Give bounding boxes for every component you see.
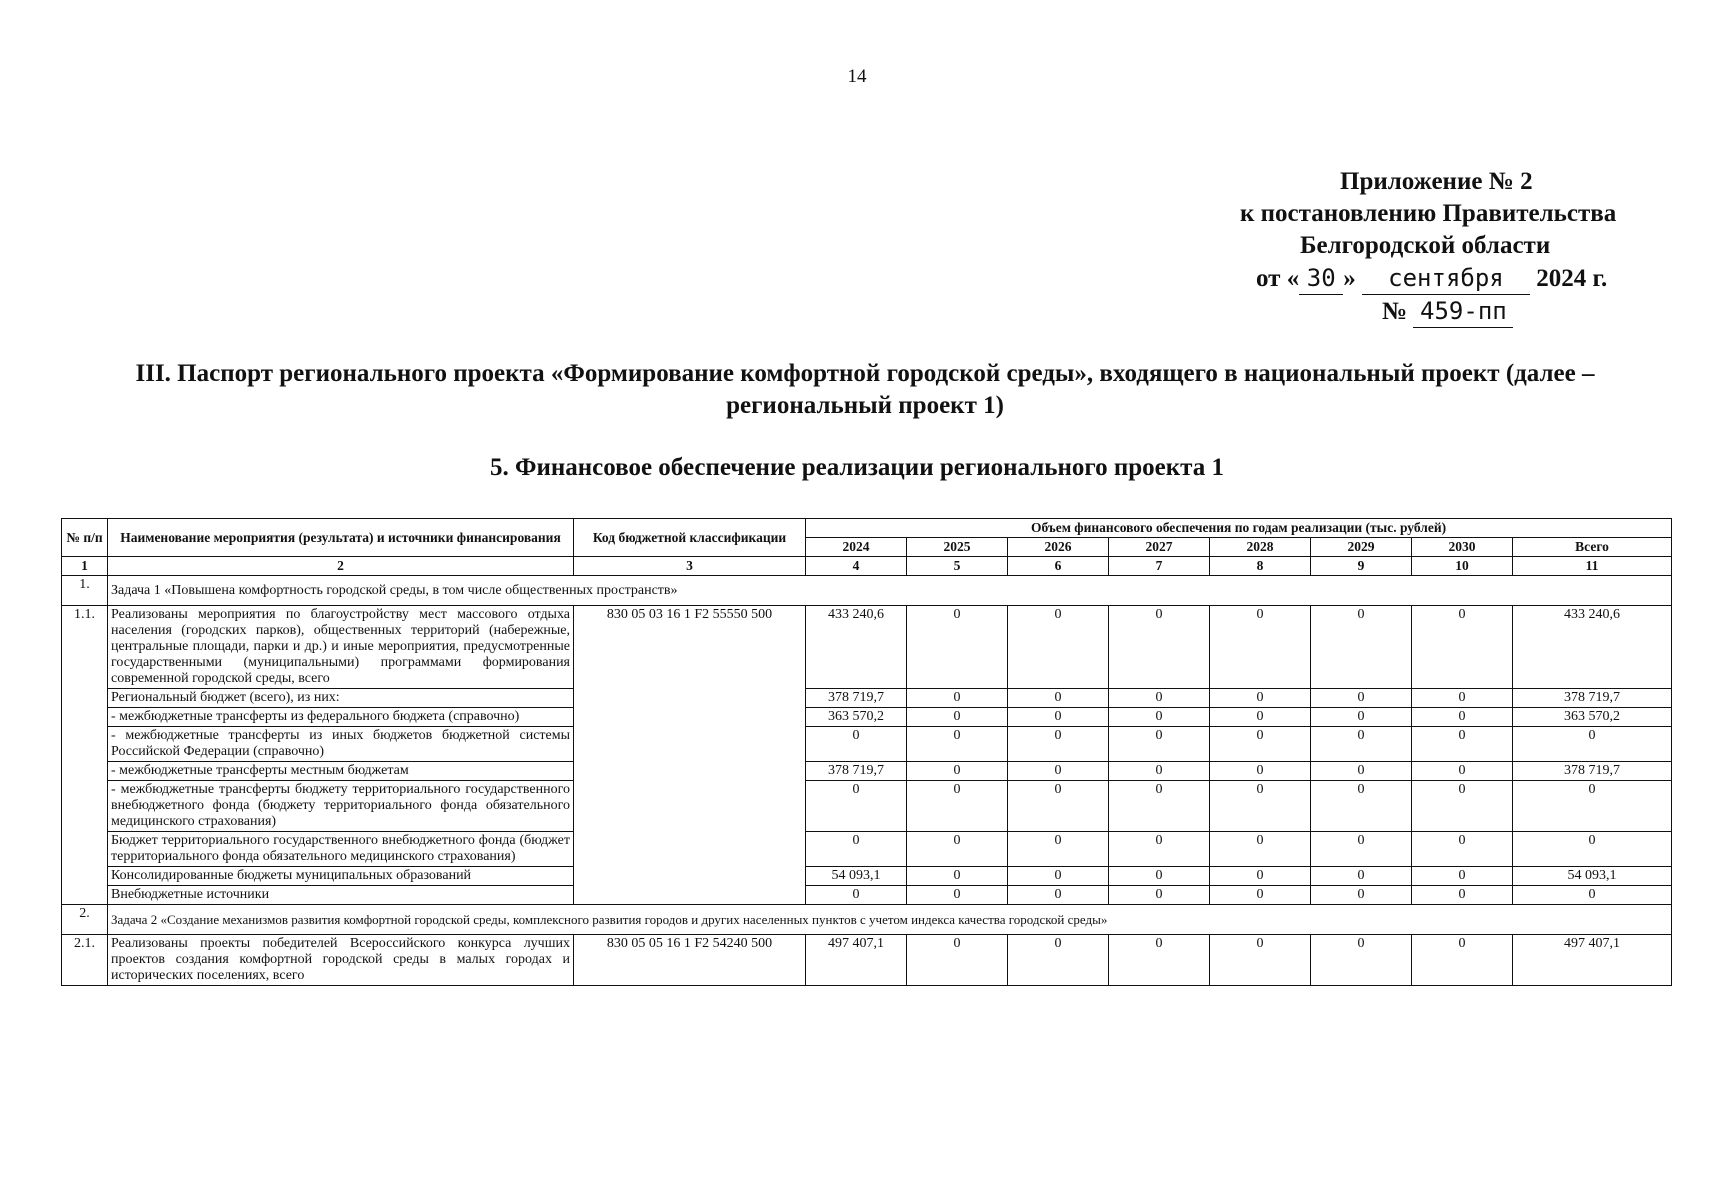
value-cell: 0 [907,689,1008,708]
value-cell: 0 [1311,935,1412,986]
value-cell: 0 [1008,708,1109,727]
value-cell: 0 [907,606,1008,689]
col-number: 3 [574,557,806,576]
value-cell: 0 [1210,781,1311,832]
value-cell: 0 [1311,606,1412,689]
value-cell: 0 [1210,606,1311,689]
row-name: Внебюджетные источники [108,886,574,905]
value-cell: 0 [1412,867,1513,886]
total-cell: 378 719,7 [1513,762,1672,781]
header-code: Код бюджетной классификации [574,519,806,557]
row-name: Консолидированные бюджеты муниципальных образований [108,867,574,886]
header-volume: Объем финансового обеспечения по годам реализации (тыс. рублей) [806,519,1672,538]
table-row [62,935,1672,986]
task-row [62,576,1672,606]
total-cell: 0 [1513,781,1672,832]
budget-code: 830 05 05 16 1 F2 54240 500 [574,935,806,986]
value-cell: 0 [1008,867,1109,886]
value-cell: 0 [907,708,1008,727]
value-cell: 0 [1109,781,1210,832]
header-year: 2029 [1311,538,1412,557]
task-num: 1. [62,576,108,606]
value-cell: 0 [1109,606,1210,689]
col-number: 1 [62,557,108,576]
task-num: 2. [62,905,108,935]
value-cell: 0 [1109,867,1210,886]
date-month: сентября [1362,262,1530,295]
total-cell: 378 719,7 [1513,689,1672,708]
value-cell: 0 [907,886,1008,905]
header-name: Наименование мероприятия (результата) и источники финансирования [108,519,574,557]
task-text: Задача 2 «Создание механизмов развития комфортной городской среды, комплексного развития городов и других населенных пунктов с учетом индекса качества городской среды» [108,905,1672,935]
value-cell: 0 [907,781,1008,832]
task-text: Задача 1 «Повышена комфортность городской среды, в том числе общественных пространств» [108,576,1672,606]
value-cell: 0 [907,727,1008,762]
header-row [62,519,1672,538]
row-name: Реализованы проекты победителей Всероссийского конкурса лучших проектов создания комфортной городской среды в малых городах и исторических поселениях, всего [108,935,574,986]
finance-title: 5. Финансовое обеспечение реализации регионального проекта 1 [489,454,1225,481]
row-name: Реализованы мероприятия по благоустройству мест массового отдыха населения (городских парков), общественных территорий (набережные, центральные площади, парки и др.) и иные мероприятия, предусмотренные государственными (муниципальными) программами формирования современной городской среды, всего [108,606,574,689]
header-num: № п/п [62,519,108,557]
header-year: 2030 [1412,538,1513,557]
value-cell: 0 [1210,867,1311,886]
value-cell: 0 [1412,708,1513,727]
section-title: III. Паспорт регионального проекта «Формирование комфортной городской среды», входящего в национальный проект (далее – региональный проект 1) [135,360,1595,419]
value-cell: 378 719,7 [806,762,907,781]
value-cell: 0 [1311,867,1412,886]
item-num: 1.1. [62,606,108,905]
value-cell: 0 [907,832,1008,867]
value-cell: 497 407,1 [806,935,907,986]
value-cell: 0 [806,832,907,867]
value-cell: 0 [1412,781,1513,832]
total-cell: 497 407,1 [1513,935,1672,986]
total-cell: 0 [1513,727,1672,762]
value-cell: 0 [1412,727,1513,762]
date-mid: » [1343,265,1356,292]
value-cell: 0 [1311,832,1412,867]
col-number: 10 [1412,557,1513,576]
value-cell: 378 719,7 [806,689,907,708]
appendix-region: Белгородской области [1300,232,1551,259]
table-row [62,708,1672,727]
value-cell: 0 [1412,832,1513,867]
column-numbers-row [62,557,1672,576]
table-row [62,689,1672,708]
value-cell: 0 [1008,727,1109,762]
value-cell: 0 [806,886,907,905]
table-row [62,886,1672,905]
date-day: 30 [1299,262,1343,295]
table-row [62,867,1672,886]
header-year: 2026 [1008,538,1109,557]
value-cell: 0 [1008,886,1109,905]
col-number: 4 [806,557,907,576]
value-cell: 433 240,6 [806,606,907,689]
value-cell: 0 [1210,689,1311,708]
value-cell: 0 [1210,708,1311,727]
value-cell: 0 [1311,886,1412,905]
col-number: 11 [1513,557,1672,576]
col-number: 5 [907,557,1008,576]
header-year: 2024 [806,538,907,557]
value-cell: 0 [1109,762,1210,781]
row-name: - межбюджетные трансферты местным бюджетам [108,762,574,781]
col-number: 7 [1109,557,1210,576]
table-row [62,762,1672,781]
value-cell: 0 [1109,832,1210,867]
task-row [62,905,1672,935]
header-total: Всего [1513,538,1672,557]
value-cell: 0 [806,781,907,832]
col-number: 8 [1210,557,1311,576]
row-name: - межбюджетные трансферты бюджету территориального государственного внебюджетного фонда (бюджету территориального фонда обязательного медицинского страхования) [108,781,574,832]
value-cell: 0 [1109,886,1210,905]
total-cell: 433 240,6 [1513,606,1672,689]
table-row [62,781,1672,832]
header-year: 2028 [1210,538,1311,557]
header-year: 2025 [907,538,1008,557]
value-cell: 0 [1008,762,1109,781]
appendix-block [1160,166,1680,328]
value-cell: 0 [1109,935,1210,986]
date-prefix: от « [1256,265,1300,292]
value-cell: 0 [1008,606,1109,689]
appendix-title: Приложение № 2 [1340,168,1533,195]
row-name: - межбюджетные трансферты из федерального бюджета (справочно) [108,708,574,727]
page-number: 14 [847,66,867,87]
budget-code: 830 05 03 16 1 F2 55550 500 [574,606,806,905]
value-cell: 0 [1412,689,1513,708]
row-name: Региональный бюджет (всего), из них: [108,689,574,708]
value-cell: 0 [806,727,907,762]
appendix-decree: к постановлению Правительства [1240,200,1617,227]
total-cell: 0 [1513,832,1672,867]
total-cell: 0 [1513,886,1672,905]
col-number: 6 [1008,557,1109,576]
value-cell: 0 [1008,689,1109,708]
value-cell: 0 [1008,832,1109,867]
date-year: 2024 г. [1536,265,1608,292]
value-cell: 0 [907,762,1008,781]
value-cell: 54 093,1 [806,867,907,886]
col-number: 2 [108,557,574,576]
appendix-number [1160,295,1680,328]
value-cell: 0 [1311,727,1412,762]
value-cell: 363 570,2 [806,708,907,727]
value-cell: 0 [1210,886,1311,905]
value-cell: 0 [1412,886,1513,905]
header-year: 2027 [1109,538,1210,557]
number-prefix: № [1382,298,1408,325]
col-number: 9 [1311,557,1412,576]
row-name: Бюджет территориального государственного внебюджетного фонда (бюджет территориального фонда обязательного медицинского страхования) [108,832,574,867]
value-cell: 0 [1210,832,1311,867]
table-row [62,606,1672,689]
total-cell: 54 093,1 [1513,867,1672,886]
value-cell: 0 [907,867,1008,886]
value-cell: 0 [1008,935,1109,986]
appendix-date [1160,262,1680,295]
value-cell: 0 [1412,762,1513,781]
value-cell: 0 [1008,781,1109,832]
value-cell: 0 [1109,689,1210,708]
total-cell: 363 570,2 [1513,708,1672,727]
value-cell: 0 [907,935,1008,986]
value-cell: 0 [1311,762,1412,781]
decree-number: 459-пп [1413,295,1513,328]
value-cell: 0 [1412,606,1513,689]
table-row [62,832,1672,867]
value-cell: 0 [1109,708,1210,727]
value-cell: 0 [1412,935,1513,986]
table-row [62,727,1672,762]
value-cell: 0 [1109,727,1210,762]
item-num: 2.1. [62,935,108,986]
value-cell: 0 [1210,727,1311,762]
row-name: - межбюджетные трансферты из иных бюджетов бюджетной системы Российской Федерации (справочно) [108,727,574,762]
value-cell: 0 [1311,708,1412,727]
value-cell: 0 [1210,762,1311,781]
finance-table [61,518,1672,986]
value-cell: 0 [1311,781,1412,832]
value-cell: 0 [1210,935,1311,986]
value-cell: 0 [1311,689,1412,708]
